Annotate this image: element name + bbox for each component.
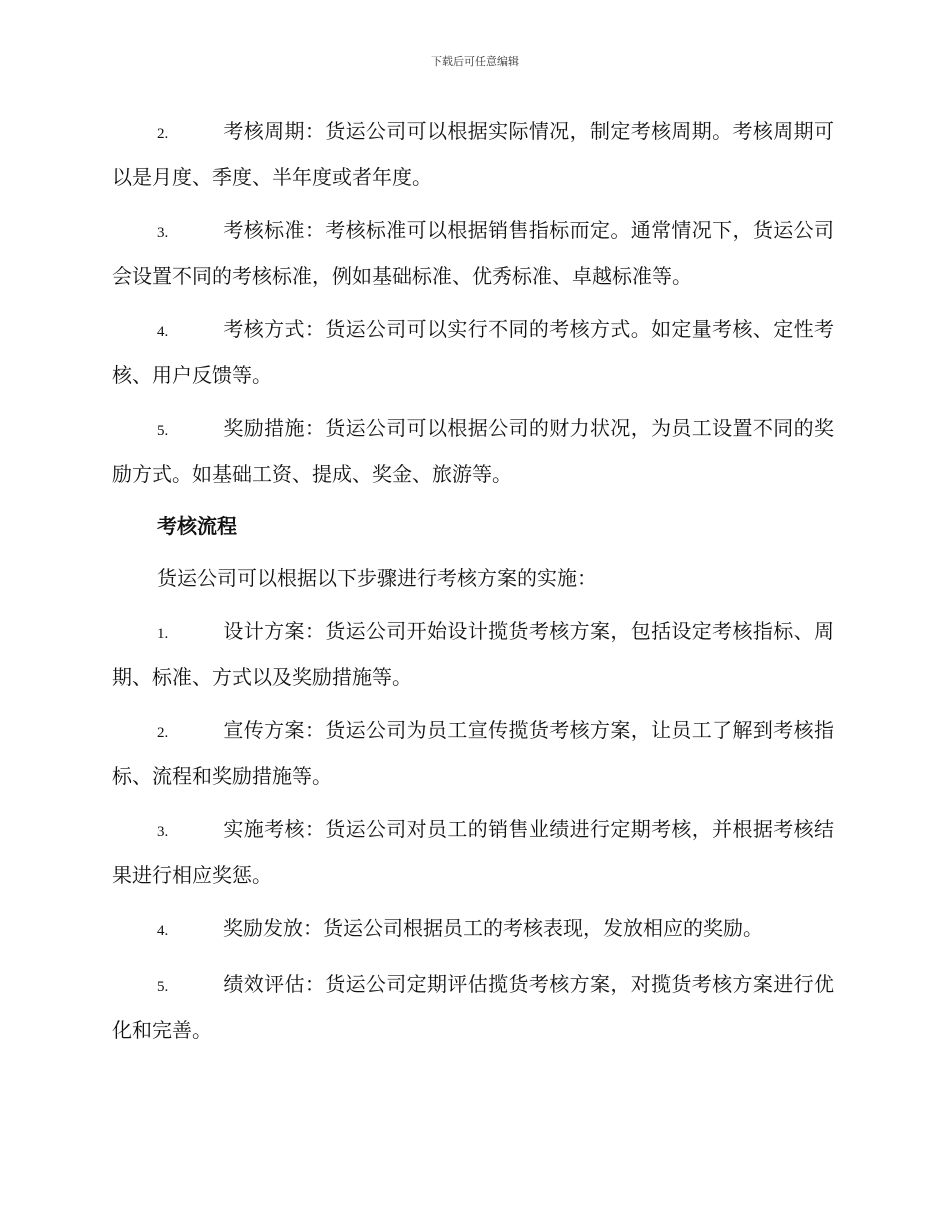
list-number: 2.	[157, 725, 169, 741]
list-item	[112, 610, 834, 699]
section-heading: 考核流程	[157, 514, 237, 538]
list-number: 4.	[157, 923, 169, 939]
list-number: 3.	[157, 225, 169, 241]
list-item	[112, 308, 834, 397]
list-item	[112, 209, 834, 298]
list-number: 3.	[157, 824, 169, 840]
list-number: 2.	[157, 126, 169, 142]
list-item	[112, 963, 834, 1052]
list-text: 实施考核：货运公司对员工的销售业绩进行定期考核，并根据考核结果进行相应奖惩。	[112, 817, 834, 887]
list-text: 考核标准：考核标准可以根据销售指标而定。通常情况下，货运公司会设置不同的考核标准，例如基础标准、优秀标准、卓越标准等。	[112, 218, 834, 288]
section-intro: 货运公司可以根据以下步骤进行考核方案的实施：	[157, 566, 597, 590]
list-number: 1.	[157, 626, 169, 642]
list-item	[112, 907, 834, 953]
document-body	[112, 110, 834, 1062]
list-item	[112, 808, 834, 897]
page-header: 下载后可任意编辑	[431, 55, 519, 68]
list-text: 绩效评估：货运公司定期评估揽货考核方案，对揽货考核方案进行优化和完善。	[112, 972, 834, 1042]
list-item	[112, 407, 834, 496]
list-text: 考核周期：货运公司可以根据实际情况，制定考核周期。考核周期可以是月度、季度、半年度或者年度。	[112, 119, 834, 189]
list-number: 5.	[157, 423, 169, 439]
list-item	[112, 709, 834, 798]
list-number: 5.	[157, 979, 169, 995]
list-text: 奖励措施：货运公司可以根据公司的财力状况，为员工设置不同的奖励方式。如基础工资、提成、奖金、旅游等。	[112, 416, 834, 486]
list-item	[112, 110, 834, 199]
list-text: 宣传方案：货运公司为员工宣传揽货考核方案，让员工了解到考核指标、流程和奖励措施等。	[112, 718, 834, 788]
list-text: 设计方案：货运公司开始设计揽货考核方案，包括设定考核指标、周期、标准、方式以及奖励措施等。	[112, 619, 834, 689]
list-number: 4.	[157, 324, 169, 340]
list-text: 考核方式：货运公司可以实行不同的考核方式。如定量考核、定性考核、用户反馈等。	[112, 317, 834, 387]
list-text: 奖励发放：货运公司根据员工的考核表现，发放相应的奖励。	[223, 916, 763, 940]
